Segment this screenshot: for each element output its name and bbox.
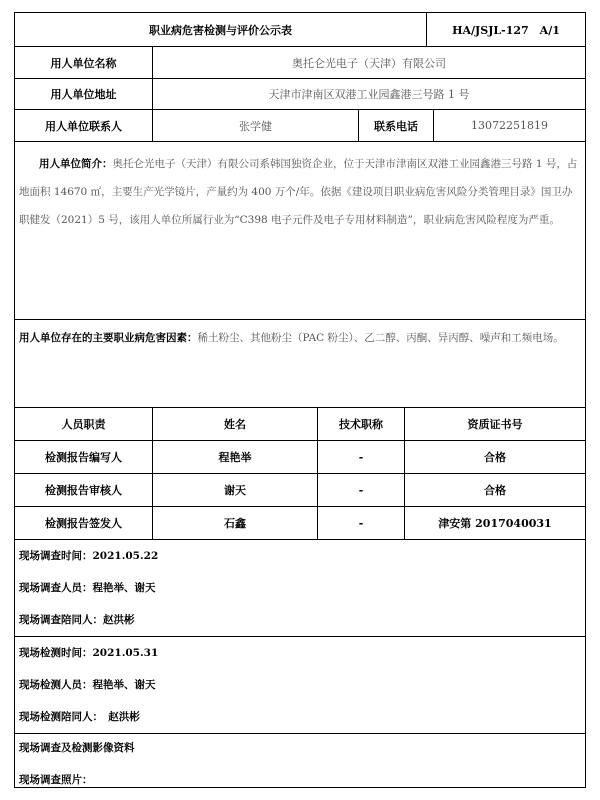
table-row (15, 474, 585, 507)
survey-escort: 现场调查陪同人：赵洪彬 (19, 614, 135, 626)
intro-section (15, 142, 585, 320)
row-name: 石鑫 (153, 507, 318, 539)
header-title: 技术职称 (318, 408, 405, 440)
row-name: 谢天 (153, 474, 318, 506)
phone-label: 联系电话 (359, 110, 434, 141)
row-role: 检测报告审核人 (15, 474, 153, 506)
photo-label: 现场调查照片： (19, 774, 93, 786)
contact-label: 用人单位联系人 (15, 110, 153, 141)
unit-name-value: 奥托仑光电子（天津）有限公司 (292, 56, 446, 70)
images-title: 现场调查及检测影像资料 (19, 742, 135, 754)
row-role: 检测报告签发人 (15, 507, 153, 539)
header-certificate: 资质证书号 (467, 418, 523, 431)
intro-label: 用人单位简介： (39, 158, 113, 170)
intro-text: 奥托仑光电子（天津）有限公司系韩国独资企业，位于天津市津南区双港工业园鑫港三号路 1 号，占地面积 14670 ㎡，主要生产光学镜片，产量约为 400 万个/年。依据《建设项目职业病危害风险分类管理目录》国卫办职健发（2021）5 号，该用人单位所属行业为“C398 电子元件及电子专用材料制造”，职业病危害风险程度为严重。 (19, 158, 578, 226)
title-row (15, 13, 585, 47)
intro-paragraph (19, 150, 581, 234)
header-role: 人员职责 (15, 408, 153, 440)
row-certificate: 合格 (484, 451, 506, 464)
form-title: 职业病危害检测与评价公示表 (15, 13, 427, 46)
hazards-text: 稀土粉尘、其他粉尘（PAC 粉尘）、乙二醇、丙酮、异丙醇、噪声和工频电场。 (197, 332, 564, 344)
disclosure-form (14, 12, 586, 788)
survey-section (15, 540, 585, 637)
hazards-label: 用人单位存在的主要职业病危害因素： (19, 332, 198, 344)
table-row (15, 441, 585, 474)
unit-name-label: 用人单位名称 (15, 47, 153, 78)
hazards-paragraph (19, 324, 581, 352)
unit-address-label: 用人单位地址 (15, 79, 153, 109)
row-name: 程艳举 (153, 441, 318, 473)
unit-address-value: 天津市津南区双港工业园鑫港三号路 1 号 (268, 88, 470, 101)
unit-address-row (15, 79, 585, 110)
survey-time: 现场调查时间：2021.05.22 (19, 550, 159, 562)
unit-name-row (15, 47, 585, 79)
doc-code: HA/JSJL-127 A/1 (452, 23, 560, 37)
images-section (15, 734, 585, 787)
contact-row (15, 110, 585, 142)
row-title: - (318, 507, 405, 539)
table-row (15, 507, 585, 540)
row-certificate: 合格 (484, 484, 506, 497)
row-certificate: 津安第 2017040031 (438, 517, 552, 530)
testing-staff: 现场检测人员：程艳举、谢天 (19, 679, 156, 691)
testing-time: 现场检测时间：2021.05.31 (19, 647, 159, 659)
row-title: - (318, 474, 405, 506)
contact-value: 张学健 (153, 110, 359, 141)
staff-table-header (15, 408, 585, 441)
row-role: 检测报告编写人 (15, 441, 153, 473)
survey-staff: 现场调查人员：程艳举、谢天 (19, 582, 156, 594)
phone-value: 13072251819 (471, 119, 548, 132)
hazards-section (15, 320, 585, 408)
testing-section (15, 637, 585, 734)
testing-escort: 现场检测陪同人： 赵洪彬 (19, 711, 140, 723)
header-name: 姓名 (153, 408, 318, 440)
row-title: - (318, 441, 405, 473)
